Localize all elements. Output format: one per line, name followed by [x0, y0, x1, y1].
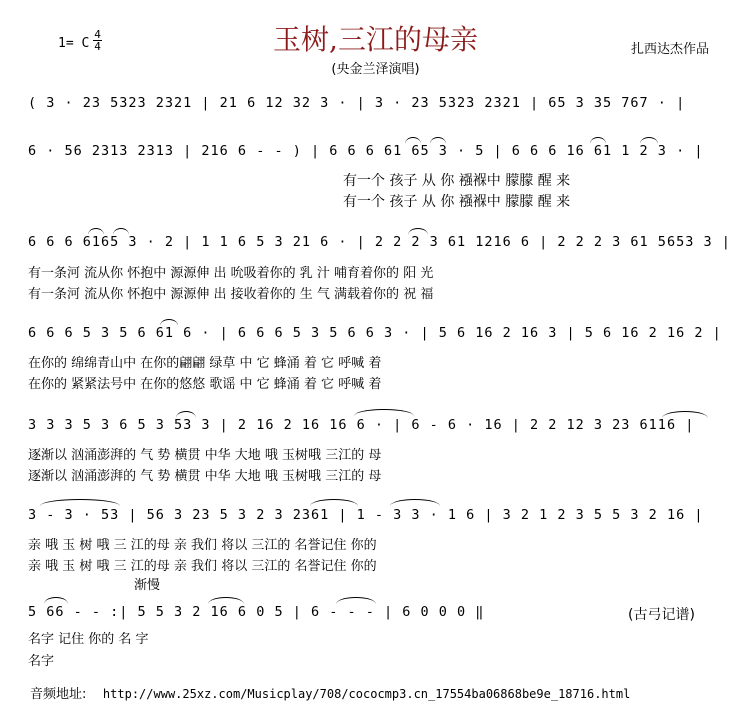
score-line-6: 3 - 3 · 53 | 56 3 23 5 3 2 3 2361 | 1 - 3 3 · 1 6 | 3 2 1 2 3 5 5 3 2 16 | — [28, 507, 704, 523]
score-line-2: 6 · 56 2313 2313 | 216 6 - - ) | 6 6 6 61 65 3 · 5 | 6 6 6 16 61 1 2 3 · | — [28, 143, 704, 159]
time-signature-bottom: 4 — [94, 40, 101, 53]
audio-address-label: 音频地址: — [30, 687, 87, 702]
slur-mark — [113, 228, 129, 235]
lyric-line-3b: 有一条河 流从你 怀抱中 源源伸 出 接收着你的 生 气 满载着你的 祝 福 — [28, 287, 434, 302]
slur-mark — [354, 409, 414, 416]
lyric-line-5b: 逐渐以 汹涌澎湃的 气 势 横贯 中华 大地 哦 玉树哦 三江的 母 — [28, 469, 382, 484]
lyric-line-5a: 逐渐以 汹涌澎湃的 气 势 横贯 中华 大地 哦 玉树哦 三江的 母 — [28, 448, 382, 463]
tempo-marking: 渐慢 — [134, 578, 161, 593]
lyric-line-7b: 名字 — [28, 654, 55, 669]
lyric-line-3a: 有一条河 流从你 怀抱中 源源伸 出 吮吸着你的 乳 汁 哺育着你的 阳 光 — [28, 266, 434, 281]
score-line-3: 6 6 6 6165 3 · 2 | 1 1 6 5 3 21 6 · | 2 2 2 3 61 1216 6 | 2 2 2 3 61 5653 3 | — [28, 234, 731, 250]
slur-mark — [88, 228, 104, 235]
time-signature — [93, 29, 102, 52]
lyric-line-6a: 亲 哦 玉 树 哦 三 江的母 亲 我们 将以 三江的 名誉记住 你的 — [28, 538, 377, 553]
score-line-5: 3 3 3 5 3 6 5 3 53 3 | 2 16 2 16 16 6 · | 6 - 6 · 16 | 2 2 12 3 23 6116 | — [28, 417, 695, 433]
slur-mark — [310, 499, 358, 506]
slur-mark — [590, 137, 606, 144]
lyric-line-7a: 名字 记住 你的 名 字 — [28, 632, 149, 647]
composer-credit: 扎西达杰作品 — [630, 42, 709, 57]
audio-url-link[interactable]: http://www.25xz.com/Musicplay/708/cococmp3.cn_17554ba06868be9e_18716.html — [102, 687, 631, 701]
time-signature-top: 4 — [94, 28, 101, 41]
lyric-line-4a: 在你的 绵绵青山中 在你的翩翩 绿草 中 它 蜂涌 着 它 呼喊 着 — [28, 356, 382, 371]
audio-address — [30, 683, 630, 702]
key-signature: 1= C — [58, 36, 90, 51]
slur-mark — [40, 499, 120, 506]
slur-mark — [336, 597, 376, 604]
slur-mark — [405, 137, 421, 144]
lyric-line-2a: 有一个 孩子 从 你 襁褓中 朦朦 醒 来 — [343, 173, 571, 189]
slur-mark — [208, 597, 244, 604]
score-line-1: ( 3 · 23 5323 2321 | 21 6 12 32 3 · | 3 · 23 5323 2321 | 65 3 35 767 · | — [28, 95, 686, 111]
performer-subtitle: (央金兰泽演唱) — [331, 62, 420, 77]
slur-mark — [408, 228, 428, 235]
lyric-line-6b: 亲 哦 玉 树 哦 三 江的母 亲 我们 将以 三江的 名誉记住 你的 — [28, 559, 377, 574]
slur-mark — [160, 319, 178, 326]
slur-mark — [662, 411, 708, 418]
score-line-4: 6 6 6 5 3 5 6 61 6 · | 6 6 6 5 3 5 6 6 3 · | 5 6 16 2 16 3 | 5 6 16 2 16 2 | — [28, 325, 722, 341]
score-line-7: 5 66 - - :| 5 5 3 2 16 6 0 5 | 6 - - - | 6 0 0 0 ‖ — [28, 604, 485, 620]
slur-mark — [640, 137, 658, 144]
slur-mark — [176, 411, 196, 418]
song-title: 玉树,三江的母亲 — [273, 23, 478, 56]
slur-mark — [390, 499, 440, 506]
slur-mark — [44, 597, 68, 604]
lyric-line-2b: 有一个 孩子 从 你 襁褓中 朦朦 醒 来 — [343, 194, 571, 210]
slur-mark — [430, 137, 446, 144]
transcriber-credit: (古弓记谱) — [628, 607, 695, 623]
lyric-line-4b: 在你的 紧紧法号中 在你的悠悠 歌谣 中 它 蜂涌 着 它 呼喊 着 — [28, 377, 382, 392]
